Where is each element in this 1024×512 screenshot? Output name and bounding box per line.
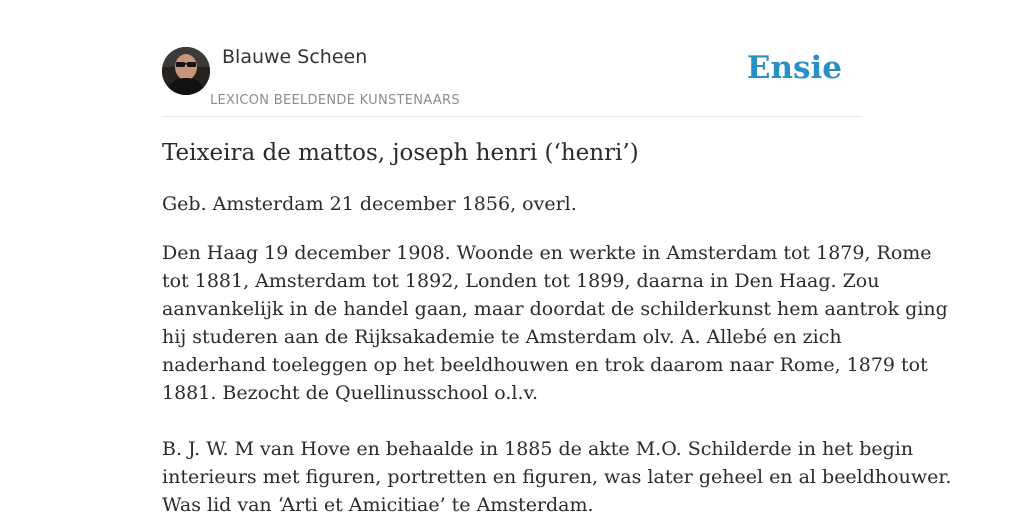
paragraph-1-line: tot 1881, Amsterdam tot 1892, Londen tot 1899, daarna in Den Haag. Zou <box>162 270 880 292</box>
avatar-photo-icon <box>162 47 210 95</box>
paragraph-1-line: 1881. Bezocht de Quellinusschool o.l.v. <box>162 382 539 404</box>
article-lead: Geb. Amsterdam 21 december 1856, overl. <box>162 193 577 215</box>
author-avatar[interactable] <box>162 47 210 95</box>
brand-logo[interactable]: Ensie <box>746 50 842 86</box>
paragraph-1-line: aanvankelijk in de handel gaan, maar doordat de schilderkunst hem aantrok ging <box>162 298 948 320</box>
paragraph-2-line: Was lid van ‘Arti et Amicitiae’ te Amsterdam. <box>162 494 594 512</box>
paragraph-1-line: Den Haag 19 december 1908. Woonde en werkte in Amsterdam tot 1879, Rome <box>162 242 932 264</box>
paragraph-2-line: B. J. W. M van Hove en behaalde in 1885 de akte M.O. Schilderde in het begin <box>162 438 914 460</box>
section-label[interactable]: LEXICON BEELDENDE KUNSTENAARS <box>210 93 460 108</box>
paragraph-1-line: hij studeren aan de Rijksakademie te Amsterdam olv. A. Allebé en zich <box>162 326 842 348</box>
paragraph-1-line: naderhand toeleggen op het beeldhouwen en trok daarom naar Rome, 1879 tot <box>162 354 928 376</box>
author-name[interactable]: Blauwe Scheen <box>222 46 368 68</box>
article-title: Teixeira de mattos, joseph henri (‘henri’) <box>162 140 639 166</box>
paragraph-2-line: interieurs met figuren, portretten en figuren, was later geheel en al beeldhouwer. <box>162 466 952 488</box>
article-header <box>162 0 862 117</box>
